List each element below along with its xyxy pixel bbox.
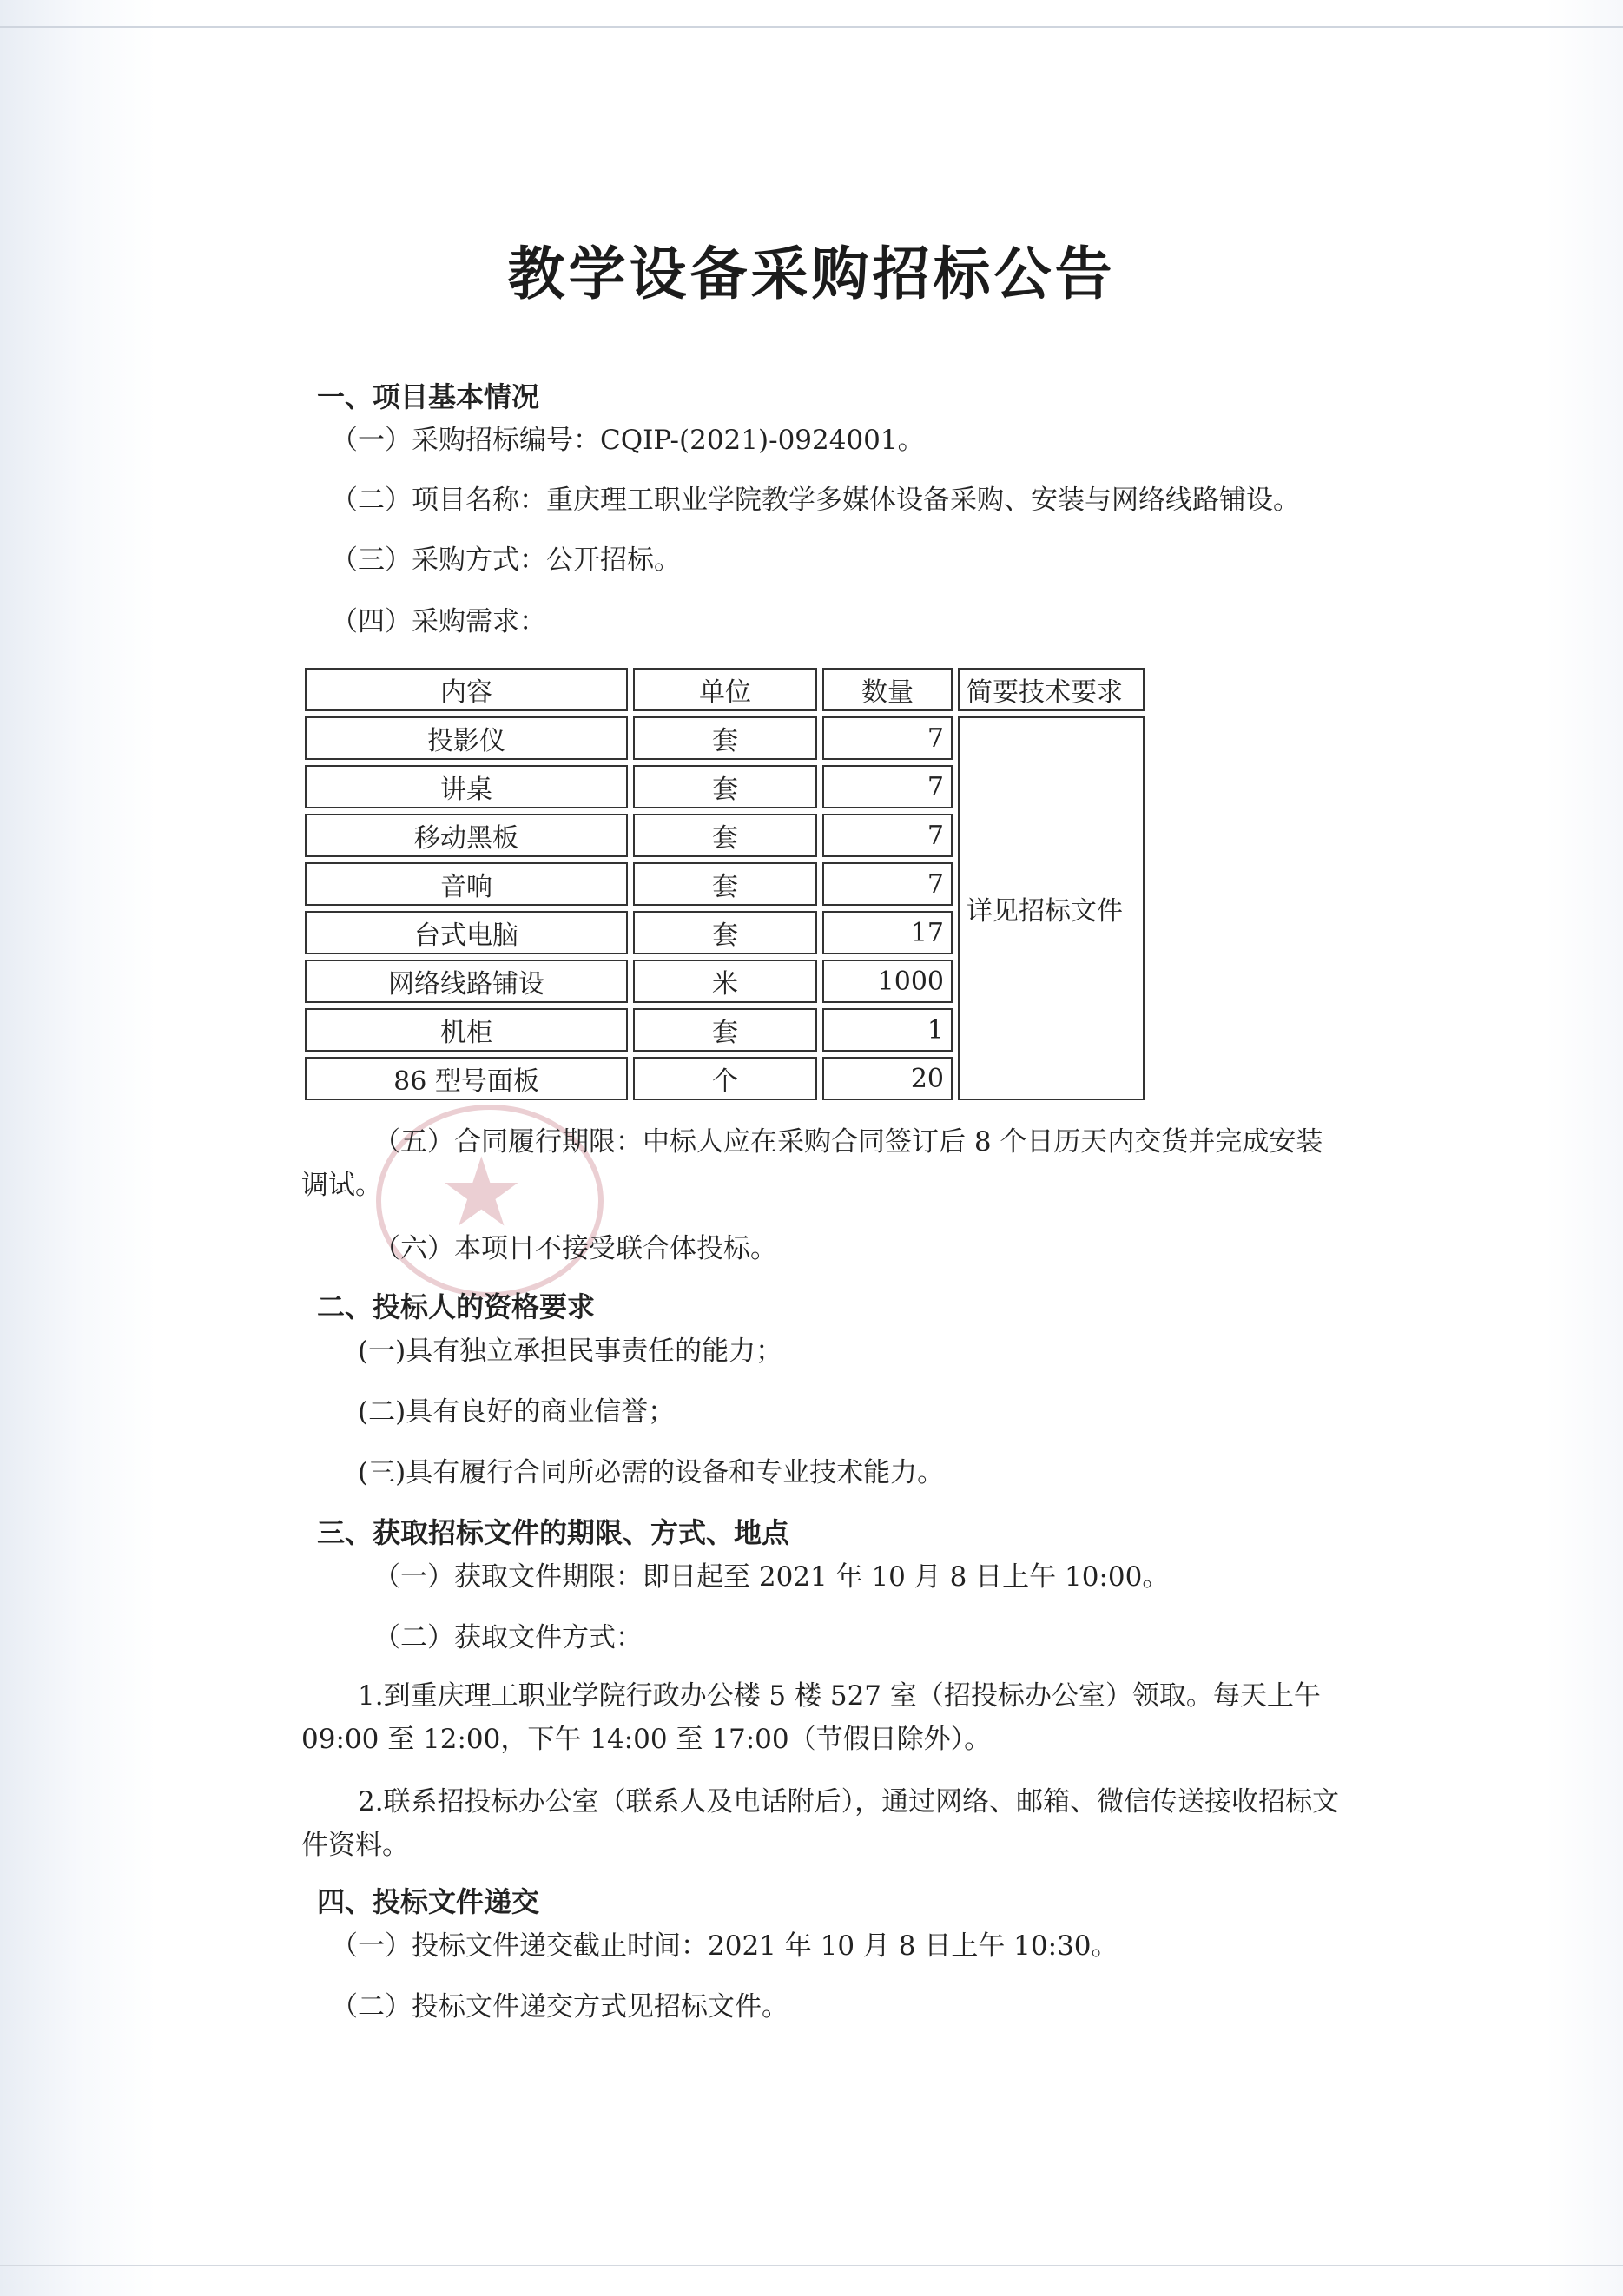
row-name: 移动黑板 (305, 814, 628, 857)
row-quantity: 7 (822, 765, 953, 808)
tech-requirements-cell: 详见招标文件 (958, 716, 1145, 1100)
row-name: 台式电脑 (305, 911, 628, 954)
section-2-item-2: (二)具有良好的商业信誉； (358, 1396, 676, 1428)
row-unit: 个 (633, 1057, 817, 1100)
row-quantity: 7 (822, 814, 953, 857)
section-1-item-4: （四）采购需求： (331, 606, 546, 637)
row-name: 讲桌 (305, 765, 628, 808)
header-unit: 单位 (633, 668, 817, 711)
section-3-item-1: （一）获取文件期限：即日起至 2021 年 10 月 8 日上午 10:00。 (373, 1561, 1170, 1593)
seal-star-icon: ★ (439, 1137, 525, 1248)
row-quantity: 7 (822, 862, 953, 906)
section-1-item-6: （六）本项目不接受联合体投标。 (373, 1233, 777, 1264)
section-1-item-1: （一）采购招标编号：CQIP-(2021)-0924001。 (331, 425, 925, 456)
row-name: 86 型号面板 (305, 1057, 628, 1100)
page-title: 教学设备采购招标公告 (507, 240, 1116, 307)
scan-bottom-edge (0, 2265, 1623, 2266)
row-name: 投影仪 (305, 716, 628, 760)
section-4-item-2: （二）投标文件递交方式见招标文件。 (331, 1991, 788, 2022)
table-row (305, 716, 1145, 760)
row-unit: 套 (633, 716, 817, 760)
row-quantity: 7 (822, 716, 953, 760)
section-4-heading: 四、投标文件递交 (317, 1885, 540, 1918)
table-header-row (305, 668, 1145, 711)
header-quantity: 数量 (822, 668, 953, 711)
header-content: 内容 (305, 668, 628, 711)
row-name: 音响 (305, 862, 628, 906)
section-4-item-1: （一）投标文件递交截止时间：2021 年 10 月 8 日上午 10:30。 (331, 1930, 1118, 1962)
header-tech-requirements: 简要技术要求 (958, 668, 1145, 711)
section-3-item-2: （二）获取文件方式： (373, 1622, 643, 1653)
section-3-heading: 三、获取招标文件的期限、方式、地点 (317, 1516, 790, 1549)
section-1-item-5: （五）合同履行期限：中标人应在采购合同签订后 8 个日历天内交货并完成安装调试。 (301, 1126, 1323, 1201)
row-quantity: 1 (822, 1008, 953, 1052)
row-name: 机柜 (305, 1008, 628, 1052)
section-2-item-3: (三)具有履行合同所必需的设备和专业技术能力。 (358, 1457, 945, 1488)
row-unit: 套 (633, 862, 817, 906)
row-quantity: 20 (822, 1057, 953, 1100)
section-2-item-1: (一)具有独立承担民事责任的能力； (358, 1336, 783, 1367)
section-1-heading: 一、项目基本情况 (317, 380, 540, 413)
section-2-heading: 二、投标人的资格要求 (317, 1290, 596, 1323)
row-name: 网络线路铺设 (305, 960, 628, 1003)
section-1-item-2: （二）项目名称：重庆理工职业学院教学多媒体设备采购、安装与网络线路铺设。 (331, 485, 1300, 516)
section-3-item-3: 1.到重庆理工职业学院行政办公楼 5 楼 527 室（招投标办公室）领取。每天上午 09:00 至 12:00，下午 14:00 至 17:00（节假日除外）。 (301, 1680, 1321, 1755)
row-unit: 套 (633, 1008, 817, 1052)
row-quantity: 17 (822, 911, 953, 954)
procurement-table (300, 663, 1150, 1105)
section-3-item-4: 2.联系招投标办公室（联系人及电话附后），通过网络、邮箱、微信传送接收招标文件资料。 (301, 1786, 1340, 1861)
row-unit: 套 (633, 911, 817, 954)
row-unit: 米 (633, 960, 817, 1003)
section-1-item-3: （三）采购方式：公开招标。 (331, 544, 681, 576)
row-quantity: 1000 (822, 960, 953, 1003)
row-unit: 套 (633, 765, 817, 808)
scan-top-edge (0, 26, 1623, 28)
row-unit: 套 (633, 814, 817, 857)
